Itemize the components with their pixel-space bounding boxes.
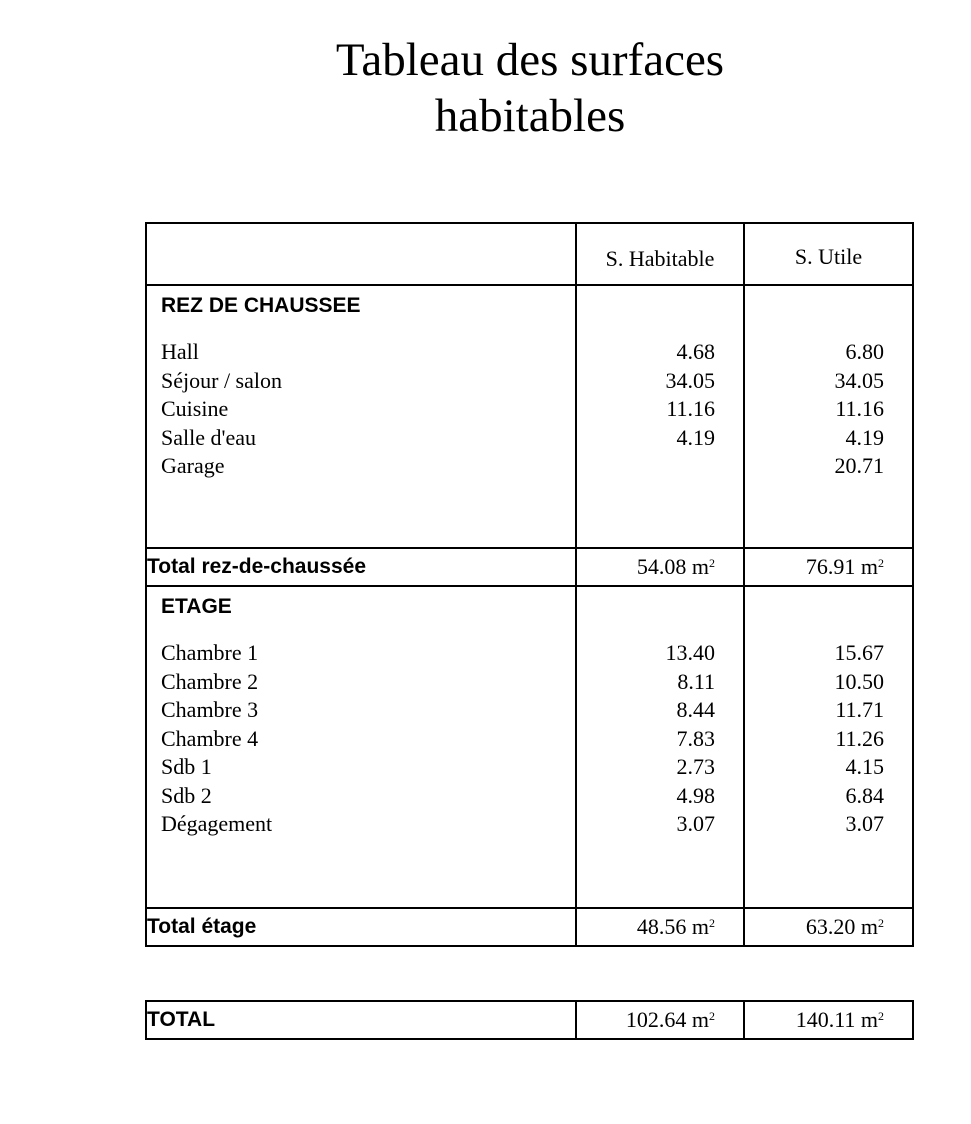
grand-total-utile: 140.11 $m^2$: [744, 1001, 913, 1039]
value-utile: 4.15: [845, 754, 884, 779]
page-title: [300, 32, 760, 144]
room-name: Chambre 2: [161, 668, 259, 694]
total-rez-utile: 76.91 $m^2$: [744, 548, 913, 586]
value-utile: 10.50: [834, 668, 884, 694]
total-etage-label: Total étage: [146, 908, 576, 946]
total-rez-row: [146, 548, 913, 586]
value-habitable: 4.98: [676, 782, 715, 808]
room-name: Sdb 2: [161, 782, 212, 808]
section-heading: REZ DE CHAUSSEE: [161, 294, 361, 317]
value-utile: 6.84: [845, 782, 884, 808]
total-etage-habitable: 48.56 $m^2$: [576, 908, 744, 946]
value-habitable: 34.05: [665, 367, 715, 393]
value-habitable: 8.11: [677, 668, 715, 694]
grand-total-table: [145, 1000, 914, 1040]
value-utile: 15.67: [834, 640, 884, 665]
value-habitable: [577, 452, 715, 481]
room-name: Hall: [161, 339, 199, 364]
room-name: Cuisine: [161, 396, 229, 421]
grand-total-habitable: 102.64 $m^2$: [576, 1001, 744, 1039]
room-name: Salle d'eau: [161, 424, 256, 450]
section-heading: ETAGE: [161, 595, 232, 618]
room-name: Dégagement: [161, 811, 273, 836]
value-utile: 11.16: [835, 396, 884, 421]
room-name: Sdb 1: [161, 754, 212, 779]
section-etage: [146, 586, 913, 908]
surfaces-table: [145, 222, 914, 947]
header-row: [146, 223, 913, 285]
grand-total-row: [146, 1001, 913, 1039]
value-utile: 11.71: [835, 697, 884, 722]
room-name: Chambre 3: [161, 697, 259, 722]
value-utile: 20.71: [834, 453, 884, 478]
room-name: Chambre 1: [161, 640, 259, 665]
value-utile: 11.26: [835, 725, 884, 751]
total-rez-habitable: 54.08 $m^2$: [576, 548, 744, 586]
etage-room-list: [147, 619, 575, 839]
total-etage-row: [146, 908, 913, 946]
column-header-utile: S. Utile: [744, 223, 913, 285]
rez-names-cell: [146, 285, 576, 548]
rez-room-list: [147, 318, 575, 481]
room-name: Séjour / salon: [161, 367, 282, 393]
rez-habitable-cell: [576, 285, 744, 548]
value-habitable: 8.44: [676, 697, 715, 722]
value-utile: 3.07: [845, 811, 884, 836]
title-line-2: habitables: [434, 90, 626, 142]
title-line-1: Tableau des surfaces: [335, 34, 725, 86]
room-name: Chambre 4: [161, 725, 259, 751]
rez-utile-cell: [744, 285, 913, 548]
grand-total-label: TOTAL: [146, 1001, 576, 1039]
value-utile: 6.80: [845, 339, 884, 364]
value-utile: 34.05: [834, 367, 884, 393]
etage-utile-cell: [744, 586, 913, 908]
value-habitable: 4.68: [676, 339, 715, 364]
value-habitable: 4.19: [676, 424, 715, 450]
total-rez-label: Total rez-de-chaussée: [146, 548, 576, 586]
room-name: Garage: [161, 453, 225, 478]
value-habitable: 13.40: [665, 640, 715, 665]
value-habitable: 3.07: [676, 811, 715, 836]
section-rez: [146, 285, 913, 548]
total-etage-utile: 63.20 $m^2$: [744, 908, 913, 946]
etage-habitable-cell: [576, 586, 744, 908]
column-header-habitable: S. Habitable: [576, 223, 744, 285]
etage-names-cell: [146, 586, 576, 908]
value-habitable: 7.83: [676, 725, 715, 751]
header-empty-cell: [146, 223, 576, 285]
value-habitable: 11.16: [666, 396, 715, 421]
value-utile: 4.19: [845, 424, 884, 450]
value-habitable: 2.73: [676, 754, 715, 779]
